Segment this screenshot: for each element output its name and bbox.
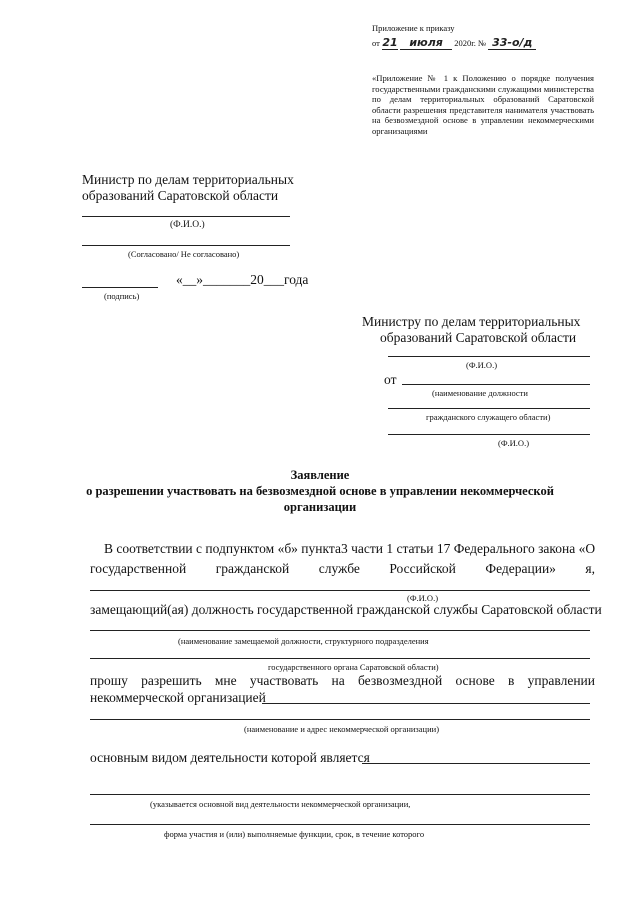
addressee-fio-caption2: (Ф.И.О.): [498, 438, 530, 448]
approver-title-line1: Министр по делам территориальных: [82, 172, 294, 187]
approver-date: «__»_______20___года: [176, 272, 309, 287]
approver-signature-line[interactable]: [82, 287, 158, 288]
body-position-line: замещающий(ая) должность государственной гражданской службы Саратовской области: [90, 602, 602, 617]
order-appendix-label: Приложение к приказу: [372, 23, 455, 33]
approver-agreed-caption: (Согласовано/ Не согласовано): [128, 249, 240, 259]
participation-caption: форма участия и (или) выполняемые функции, срок, в течение которого: [164, 829, 425, 839]
order-year: 2020г.: [454, 38, 476, 48]
order-date-line: [372, 36, 536, 50]
applicant-organ-line[interactable]: [90, 658, 590, 659]
activity-caption: (указывается основной вид деятельности некоммерческой организации,: [150, 799, 411, 809]
addressee-employee-caption: гражданского служащего области): [426, 412, 551, 422]
applicant-fio-caption: (Ф.И.О.): [407, 593, 439, 603]
participation-line[interactable]: [90, 824, 590, 825]
applicant-position-line[interactable]: [90, 630, 590, 631]
addressee-fio-line[interactable]: [388, 356, 590, 357]
approver-fio-caption: (Ф.И.О.): [170, 220, 205, 230]
approver-title-line2: образований Саратовской области: [82, 188, 279, 203]
applicant-fio-line[interactable]: [90, 590, 590, 591]
body-paragraph1-line1: В соответствии с подпунктом «б» пункта3 части 1 статьи 17 Федерального закона «О: [104, 541, 596, 556]
order-number-sign: №: [478, 38, 487, 48]
order-month: июля: [400, 36, 452, 50]
addressee-fio-line2[interactable]: [388, 434, 590, 435]
approver-signature-caption: (подпись): [104, 291, 140, 301]
doc-title: Заявление: [290, 468, 350, 482]
addressee-line2: образований Саратовской области: [380, 330, 577, 345]
body-request-line2: некоммерческой организацией: [90, 690, 266, 705]
organ-caption: государственного органа Саратовской области): [268, 662, 439, 672]
activity-line1[interactable]: [362, 763, 590, 764]
nko-name-line1[interactable]: [262, 703, 590, 704]
addressee-position-caption: (наименование должности: [432, 388, 528, 398]
body-paragraph1-line2: государственной гражданской службе Российской Федерации» я,: [90, 561, 595, 576]
addressee-line1: Министру по делам территориальных: [362, 314, 581, 329]
body-request-line1: прошу разрешить мне участвовать на безвозмездной основе в управлении: [90, 673, 595, 688]
approver-decision-line[interactable]: [82, 245, 290, 246]
activity-line2[interactable]: [90, 794, 590, 795]
doc-subtitle-line1: о разрешении участвовать на безвозмездной основе в управлении некоммерческой: [86, 484, 554, 498]
order-day: 21: [382, 36, 398, 49]
approver-fio-line[interactable]: [82, 216, 290, 217]
addressee-from-line[interactable]: [402, 384, 590, 385]
addressee-position-line[interactable]: [388, 408, 590, 409]
order-from: от: [372, 38, 380, 48]
addressee-fio-caption: (Ф.И.О.): [466, 360, 498, 370]
order-number: 33-о/д: [488, 36, 536, 50]
appendix-note: «Приложение № 1 к Положению о порядке получения государственными гражданскими служащими министерства по делам территориальных образований Саратовской области разрешения представителя нанимателя участвовать на безвозмездной основе в управлении некоммерческими организациями: [372, 73, 594, 136]
nko-caption: (наименование и адрес некоммерческой организации): [244, 724, 440, 734]
nko-name-line2[interactable]: [90, 719, 590, 720]
doc-subtitle-line2: организации: [283, 500, 357, 514]
addressee-from-label: от: [384, 372, 397, 387]
position-caption: (наименование замещаемой должности, структурного подразделения: [178, 636, 429, 646]
activity-label: основным видом деятельности которой является: [90, 750, 370, 765]
